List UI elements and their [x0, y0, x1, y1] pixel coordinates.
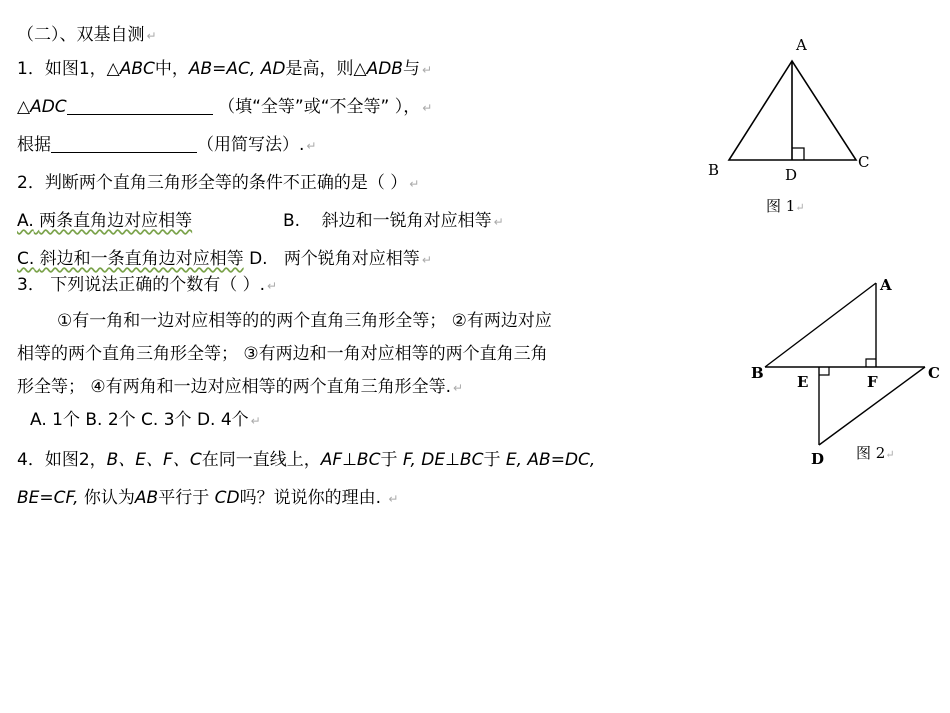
segment-ab — [765, 283, 876, 367]
label-a: A — [880, 276, 892, 294]
question-3-line-2: 相等的两个直角三角形全等； ③有两边和一角对应相等的两个直角三角 — [17, 344, 548, 364]
question-2-stem: 2．判断两个直角三角形全等的条件不正确的是（ ） ↵ — [17, 173, 420, 193]
label-c: C — [858, 153, 870, 171]
right-angle-f — [866, 359, 876, 367]
answer-blank-1[interactable] — [67, 96, 213, 115]
right-angle-e — [819, 367, 829, 375]
option-d: D. 两个锐角对应相等 — [249, 249, 420, 269]
option-c: C. 斜边和一条直角边对应相等 — [17, 249, 244, 269]
label-d: D — [785, 166, 798, 184]
figure-1-caption: 图 1↵ — [766, 197, 805, 215]
label-f: F — [867, 373, 878, 391]
answer-blank-2[interactable] — [51, 134, 197, 153]
question-1-line-3: 根据 （用简写法）. ↵ — [17, 135, 317, 155]
section-title: （二）、双基自测 ↵ — [17, 25, 157, 45]
question-1-line-1: 1．如图1，△ABC中，AB=AC, AD是高，则△ADB与 ↵ — [17, 59, 433, 79]
figure-1-drawing — [700, 30, 880, 220]
label-d: D — [811, 450, 825, 468]
question-1-line-2: △ADC （填“全等”或“不全等” ）， ↵ — [17, 97, 433, 117]
figure-2-drawing — [745, 270, 945, 470]
question-3-line-3: 形全等； ④有两角和一边对应相等的两个直角三角形全等. ↵ — [17, 377, 464, 397]
question-4-line-1: 4．如图2，B、E、F、C在同一直线上，AF⊥BC于 F, DE⊥BC于 E, AB=DC, — [17, 450, 596, 470]
question-3-line-1: ①有一角和一边对应相等的的两个直角三角形全等； ②有两边对应 — [57, 311, 552, 331]
figure-1 — [700, 30, 880, 220]
figure-2 — [745, 270, 945, 470]
question-2-options-ab: A. 两条直角边对应相等 B. 斜边和一锐角对应相等 ↵ — [17, 211, 504, 231]
label-e: E — [797, 373, 809, 391]
option-b: B. 斜边和一锐角对应相等 — [282, 211, 492, 231]
question-3-options: A. 1个 B. 2个 C. 3个 D. 4个 ↵ — [30, 410, 261, 430]
right-angle-mark — [792, 148, 804, 160]
label-c: C — [928, 364, 940, 382]
question-2-options-cd: C. 斜边和一条直角边对应相等 D. 两个锐角对应相等 ↵ — [17, 249, 432, 269]
question-4-line-2: BE=CF, 你认为AB平行于 CD吗？说说你的理由. ↵ — [17, 488, 399, 508]
question-3-stem: 3． 下列说法正确的个数有（ ）. ↵ — [17, 275, 278, 295]
option-a: A. 两条直角边对应相等 — [17, 211, 193, 231]
label-a: A — [796, 36, 807, 54]
figure-2-caption: 图 2↵ — [856, 444, 895, 462]
label-b: B — [751, 364, 764, 382]
label-b: B — [708, 161, 720, 179]
